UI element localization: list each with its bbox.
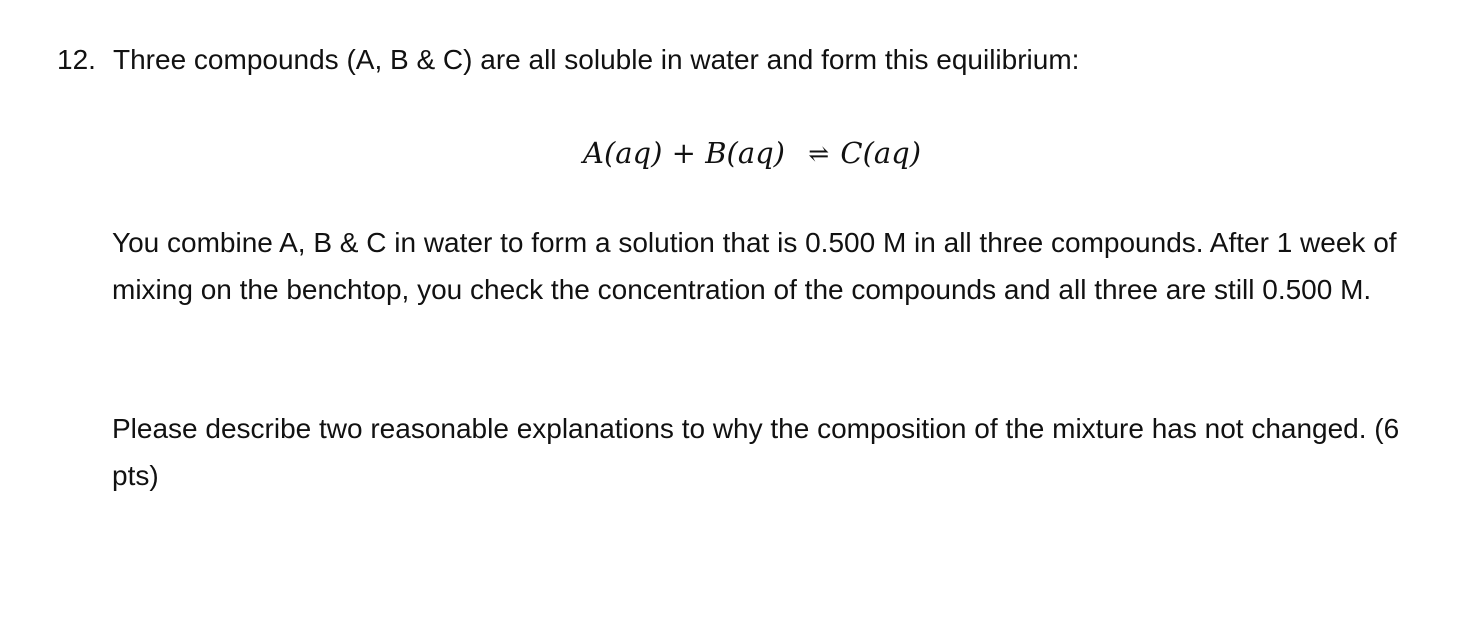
- instruction-paragraph: Please describe two reasonable explanations to why the composition of the mixture has not changed. (6 pts): [112, 413, 1400, 491]
- question-prompt: Three compounds (A, B & C) are all soluble in water and form this equilibrium:: [113, 44, 1080, 75]
- equilibrium-arrow-icon: ⇌: [808, 139, 830, 168]
- reactant-a: A(aq): [583, 136, 663, 170]
- product-c: C(aq): [840, 136, 922, 170]
- plus-sign: +: [671, 136, 696, 170]
- equilibrium-equation: [583, 132, 921, 176]
- reactant-b: B(aq): [705, 136, 785, 170]
- question-heading: [57, 40, 1079, 80]
- question-number: 12.: [57, 44, 96, 75]
- scenario-paragraph: You combine A, B & C in water to form a solution that is 0.500 M in all three compounds. After 1 week of mixing on the benchtop, you check the concentration of the compounds and all three are still 0.500 M.: [112, 227, 1397, 305]
